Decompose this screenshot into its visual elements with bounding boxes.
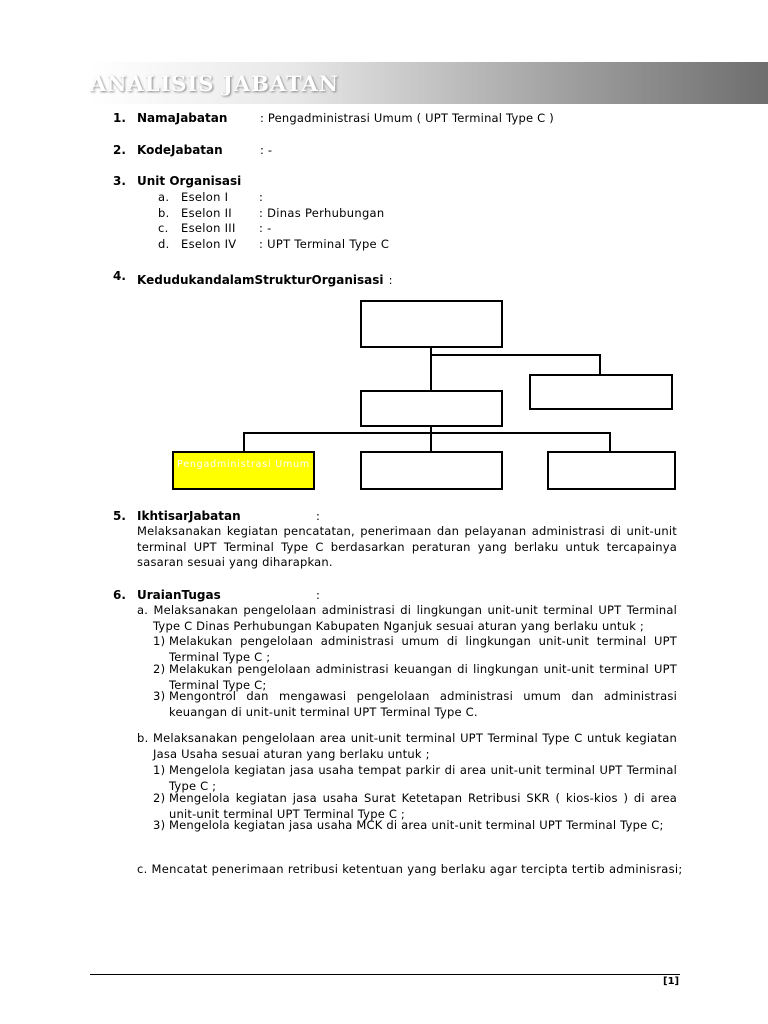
item-4-value: : [388,273,393,287]
org-box-bottom-middle [360,451,503,490]
uraian-a-sub-text: Melakukan pengelolaan administrasi umum di lingkungan unit-unit terminal UPT Terminal Type C ; [169,634,677,664]
uraian-a-sub-number: 1) [153,634,166,648]
org-box-pengadministrasi [172,451,315,490]
item-5-label: IkhtisarJabatan [137,509,241,523]
uraian-b-sub-number: 3) [153,818,166,832]
eselon-letter: a. [158,190,170,204]
item-2-value: : - [260,143,273,157]
uraian-a-text: a. Melaksanakan pengelolaan administrasi di lingkungan unit-unit terminal UPT Terminal Type C Dinas Perhubungan Kabupaten Nganjuk sesuai aturan yang berlaku untuk ; [137,603,677,633]
page-number: [1] [663,976,680,987]
org-connector [609,432,611,451]
uraian-b-sub-text: Mengelola kegiatan jasa usaha MCK di area unit-unit terminal UPT Terminal Type C; [169,818,664,832]
uraian-a-sub-text: Melakukan pengelolaan administrasi keuangan di lingkungan unit-unit terminal UPT Terminal Type C; [169,662,677,692]
uraian-b-sub-text: Mengelola kegiatan jasa usaha Surat Ketetapan Retribusi SKR ( kios-kios ) di area unit-unit terminal UPT Terminal Type C ; [169,791,677,821]
uraian-b-sub-number: 1) [153,763,166,777]
org-box-side [529,374,673,410]
eselon-value: : Dinas Perhubungan [259,206,385,220]
uraian-b-sub-text: Mengelola kegiatan jasa usaha tempat parkir di area unit-unit terminal UPT Terminal Type C ; [169,763,677,793]
item-1-number: 1. [113,111,126,125]
uraian-b-letter: b. [137,731,149,745]
org-box-head [360,300,503,348]
eselon-value: : [259,190,264,204]
item-6-number: 6. [113,588,126,602]
org-connector [431,354,601,356]
title-banner [90,62,768,104]
org-box-label: Pengadministrasi Umum [177,459,310,470]
item-4-heading [137,269,393,288]
eselon-label: Eselon I [181,190,229,204]
item-6-label: UraianTugas [137,588,221,602]
eselon-letter: d. [158,237,170,251]
item-5-number: 5. [113,509,126,523]
item-5-value: : [316,509,321,523]
uraian-b-sub-number: 2) [153,791,166,805]
eselon-label: Eselon III [181,221,236,235]
uraian-a-sub-number: 2) [153,662,166,676]
item-3-number: 3. [113,174,126,188]
item-4-number: 4. [113,269,126,283]
eselon-value: : UPT Terminal Type C [259,237,390,251]
item-2-label: KodeJabatan [137,143,223,157]
eselon-letter: c. [158,221,169,235]
eselon-label: Eselon II [181,206,232,220]
org-box-middle [360,390,503,427]
item-1-value: : Pengadministrasi Umum ( UPT Terminal Type C ) [260,111,554,125]
item-3-label: Unit Organisasi [137,174,242,188]
uraian-b-text: Melaksanakan pengelolaan area unit-unit terminal UPT Terminal Type C untuk kegiatan Jasa Usaha sesuai aturan yang berlaku untuk ; [153,731,677,761]
footer-rule [90,974,680,975]
org-box-bottom-right [547,451,676,490]
org-connector [243,432,611,434]
eselon-label: Eselon IV [181,237,237,251]
page-title: ANALISIS JABATAN [90,71,339,96]
ikhtisar-text: Melaksanakan kegiatan pencatatan, penerimaan dan pelayanan administrasi di unit-unit terminal UPT Terminal Type C berdasarkan peraturan yang berlaku untuk tercapainya sasaran sesuai yang diharapkan. [137,524,677,570]
item-2-number: 2. [113,143,126,157]
item-1-label: NamaJabatan [137,111,228,125]
uraian-a-sub-text: Mengontrol dan mengawasi pengelolaan administrasi umum dan administrasi keuangan di unit-unit terminal UPT Terminal Type C. [169,689,677,719]
org-connector [599,354,601,374]
uraian-a-sub-number: 3) [153,689,166,703]
item-4-label: KedudukandalamStrukturOrganisasi [137,273,384,287]
org-connector [243,432,245,451]
org-connector [430,427,432,451]
eselon-value: : - [259,221,272,235]
item-6-value: : [316,588,321,602]
uraian-c-text: c. Mencatat penerimaan retribusi ketentuan yang berlaku agar tercipta tertib adminisrasi; [137,862,683,876]
eselon-letter: b. [158,206,170,220]
